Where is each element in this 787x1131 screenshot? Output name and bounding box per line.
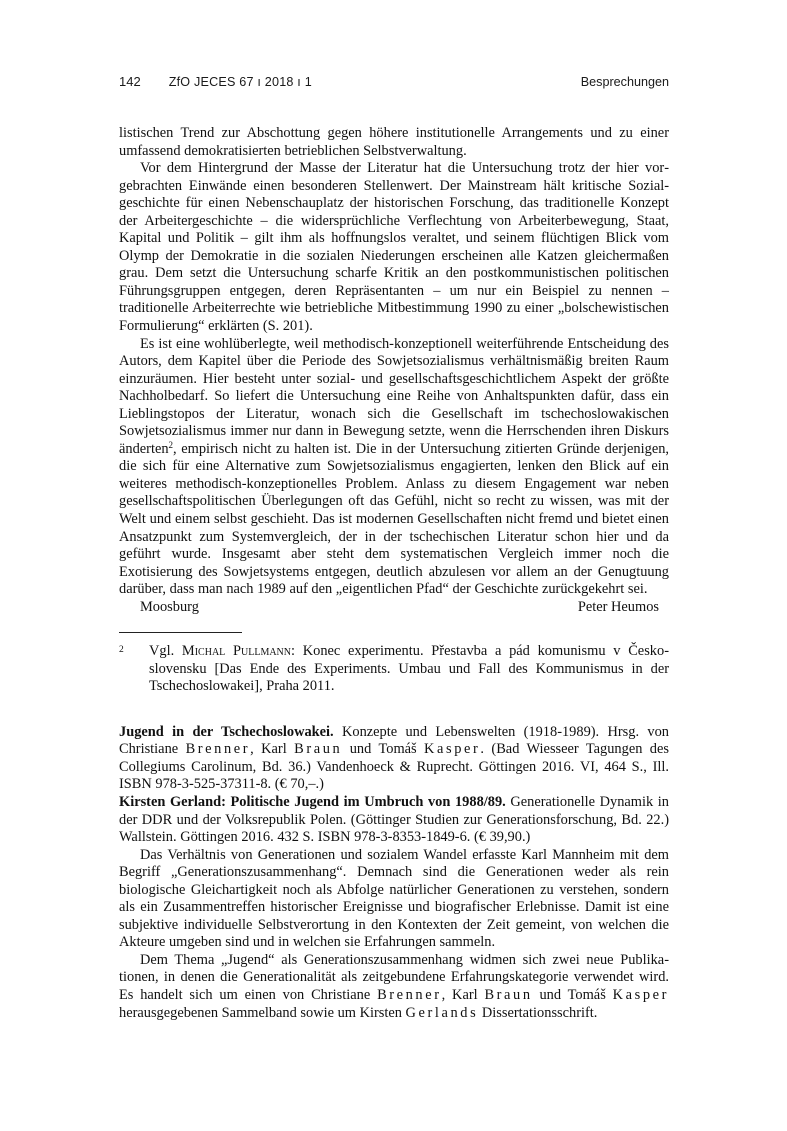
running-header (119, 74, 669, 89)
paragraph-text: , Karl (441, 987, 485, 1004)
person-name: Kasper (612, 987, 669, 1004)
book-title: Jugend in der Tschechoslowakei. (119, 723, 334, 740)
signature-line (119, 599, 669, 617)
footnote-divider (119, 632, 242, 633)
editor-name: Braun (294, 741, 343, 758)
book-title: Kirsten Gerland: Politische Jugend im Umbruch von 1988/89. (119, 794, 506, 810)
paragraph (119, 336, 669, 599)
paragraph-text: , empirisch nicht zu halten ist. Die in der Untersuchung zitierten Gründe derjenigen, die sich für eine Alternative zum Sowjetsozialismus engagierten, lenken den Blick auf ein weiteres methodisch-konzeptionelles Problem. Anlass zu diesem Engagement war neben gesellschaftspolitischen Überlegungen oft das Gefühl, nicht so recht zu wissen, was mit der Welt und einem selbst geschieht. Das ist modernen Gesellschaften nicht fremd und bietet einen Ansatzpunkt zum Systemvergleich, der in der tschechischen Literatur schon hier und da geführt wurde. Insgesamt aber steht dem systematischen Vergleich immer noch die Exotisierung des Sowjetsystems entgegen, deutlich abzulesen vor allem an der Genugtuung darüber, dass man nach 1989 auf den „eigentlichen Pfad“ der Geschichte zurückgekehrt sei. (119, 440, 669, 598)
paragraph: listischen Trend zur Abschottung gegen höhere institutionelle Arrangements und zu einer umfassend demokratisierten betrieblichen Selbstverwaltung. (119, 125, 669, 159)
paragraph (119, 952, 669, 1022)
paragraph: Das Verhältnis von Generationen und sozialem Wandel erfasste Karl Mannheim mit dem Begriff „Generationszusammenhang“. Demnach sind die Generationen weder als rein biologische Gleichartigkeit noch als Abfolge natürlicher Generationen zu verstehen, sondern als ein Zusammentreffen historischer Ereignisse und biografischer Erlebnisse. Damit ist eine subjektive individuelle Selbstverortung in den Kontexten der Zeit gemeint, von welchen die Akteure umgeben sind und in welchen sie Erfahrungen sammeln. (119, 846, 669, 951)
page-number: 142 (119, 74, 141, 89)
paragraph-text: und Tomáš (532, 987, 613, 1004)
person-name: Brenner (377, 987, 442, 1004)
person-name: Braun (484, 987, 533, 1004)
footnote-number: 2 (119, 645, 124, 656)
editor-name: Brenner (185, 741, 251, 758)
journal-reference: ZfO JECES 67 ı 2018 ı 1 (168, 75, 312, 89)
book-citation (119, 794, 669, 847)
paragraph: Vor dem Hintergrund der Masse der Literatur hat die Untersuchung trotz der hier vorgebrachten Einwände einen besonderen Stellenwert. Der Mainstream hält kritische Sozialgeschichte für einen Nebenschauplatz der historischen Forschung, das traditionelle Konzept der Arbeitergeschichte – die widersprüchliche Verflechtung von Arbeiterbewegung, Staat, Kapital und Politik – gilt ihm als hoffnungslos veraltet, und seinem flüchtigen Blick vom Olymp der Demokratie in die sozialen Niederungen erscheinen alle Katzen gleichermaßen grau. Dem setzt die Untersuchung scharfe Kritik an den postkommunistischen politischen Führungsgruppen entgegen, deren Repräsentanten – um nur ein Beispiel zu nennen – traditionelle Arbeiterrechte wie betriebliche Mitbestimmung 1990 zu einer „bolschewistischen Formulierung“ erklärten (S. 201). (119, 160, 669, 335)
book-subtitle: Konzepte und Lebenswelten (1918-1989). Hrsg. von Christiane (119, 723, 669, 758)
footnote-text (149, 643, 669, 696)
editor-name: Kasper (424, 741, 481, 758)
person-name: Gerlands (405, 1004, 479, 1021)
footnote-author: Michal Pullmann (181, 643, 291, 660)
paragraph-text: Es ist eine wohlüberlegte, weil methodisch-konzeptionell weiterführende Entscheidung des Autors, dem Kapitel über die Periode des Sowjetsozialismus verhältnismäßig breiten Raum einzuräumen. Hier besteht unter sozial- und gesellschaftsgeschichtlichem Aspekt der größte Nachholbedarf. So liefert die Untersuchung eine Reihe von Anhaltspunkten dafür, dass ein Lieblingstopos der Literatur, wonach sich die Gesellschaft im tschechoslowakischen Sowjetsozialismus immer nur dann in Bewegung setzte, wenn die Herrschenden ihren Diskurs änderten (119, 335, 669, 457)
footnote-reference[interactable]: 2 (168, 439, 174, 450)
book-details: . (Bad Wiesseer Tagungen des Collegiums Carolinum, Bd. 36.) Vandenhoeck & Ruprecht. Göttingen 2016. VI, 464 S., Ill. ISBN 978-3-525-37311-8. (€ 70,–.) (119, 741, 669, 793)
footnote-prefix: Vgl. (149, 643, 182, 660)
review-place: Moosburg (140, 598, 199, 615)
book-citation (119, 724, 669, 794)
separator: , Karl (250, 741, 295, 758)
footnote (119, 643, 669, 696)
book-details: Generationelle Dynamik in der DDR und der Volksrepublik Polen. (Göttinger Studien zur Generationsforschung, Bd. 22.) Wallstein. Göttingen 2016. 432 S. ISBN 978-3-8353-1849-6. (€ 39,90.) (119, 794, 669, 846)
paragraph-text: Dem Thema „Jugend“ als Generationszusammenhang widmen sich zwei neue Publikationen, in denen die Generationalität als zeitgebundene Erfahrungskategorie verwendet wird. Es handelt sich um einen von Christiane (119, 951, 669, 1004)
section-title: Besprechungen (580, 75, 669, 89)
footnote-citation: : Konec experimentu. Přestavba a pád komunismu v Československu [Das Ende des Experiments. Umbau und Fall des Kommunismus in der Tschechoslowakei], Praha 2011. (149, 643, 669, 695)
paragraph-text: Dissertationsschrift. (478, 1004, 598, 1021)
paragraph-text: herausgegebenen Sammelband sowie um Kirsten (119, 1004, 406, 1021)
main-text (119, 125, 669, 1022)
separator: und Tomáš (342, 741, 425, 758)
review-entry (119, 724, 669, 1022)
reviewer-name: Peter Heumos (577, 598, 659, 615)
